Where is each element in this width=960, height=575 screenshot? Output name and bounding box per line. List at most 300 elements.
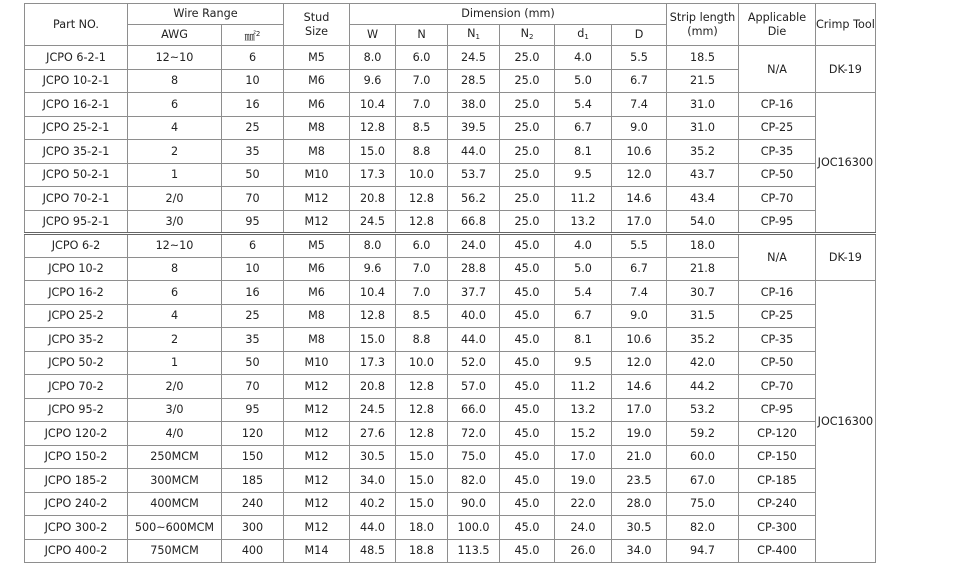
crimp-tool-cell: JOC16300: [816, 281, 876, 563]
stud-size-cell: M6: [284, 257, 350, 281]
part-no-header: Part NO.: [25, 4, 128, 46]
part-no-cell: JCPO 10-2: [25, 257, 128, 281]
awg-cell: 6: [128, 93, 222, 117]
stud-size-cell: M12: [284, 516, 350, 540]
strip-length-cell: 67.0: [667, 469, 739, 493]
n-cell: 7.0: [396, 93, 448, 117]
strip-length-cell: 43.7: [667, 163, 739, 187]
applicable-die-cell: CP-25: [739, 304, 816, 328]
applicable-die-na-cell: N/A: [739, 46, 816, 93]
crimp-tool-header: Crimp Tool: [816, 4, 876, 46]
stud-size-cell: M5: [284, 46, 350, 70]
table-row: [25, 46, 876, 70]
strip-length-header: Strip length (mm): [667, 4, 739, 46]
table-row: [25, 539, 876, 563]
d1-cell: 9.5: [555, 351, 612, 375]
awg-cell: 3/0: [128, 210, 222, 234]
mm2-cell: 35: [222, 328, 284, 352]
mm2-superscript: 2: [255, 29, 261, 38]
part-no-cell: JCPO 50-2-1: [25, 163, 128, 187]
n2-cell: 45.0: [500, 328, 555, 352]
awg-cell: 2/0: [128, 375, 222, 399]
n2-cell: 45.0: [500, 281, 555, 305]
d-cell: 6.7: [612, 257, 667, 281]
spec-table: [24, 3, 876, 563]
stud-size-cell: M8: [284, 328, 350, 352]
part-no-cell: JCPO 35-2-1: [25, 140, 128, 164]
n2-cell: 45.0: [500, 445, 555, 469]
d1-cell: 15.2: [555, 422, 612, 446]
n2-cell: 45.0: [500, 304, 555, 328]
table-row: [25, 116, 876, 140]
n1-cell: 37.7: [448, 281, 500, 305]
strip-length-cell: 42.0: [667, 351, 739, 375]
d1-cell: 9.5: [555, 163, 612, 187]
applicable-die-cell: CP-70: [739, 187, 816, 211]
table-row: [25, 328, 876, 352]
d1-cell: 6.7: [555, 116, 612, 140]
n2-cell: 25.0: [500, 210, 555, 234]
mm2-cell: 400: [222, 539, 284, 563]
n1-cell: 24.0: [448, 234, 500, 258]
n1-cell: 44.0: [448, 328, 500, 352]
n1-cell: 56.2: [448, 187, 500, 211]
table-row: [25, 281, 876, 305]
table-row: [25, 304, 876, 328]
strip-length-cell: 94.7: [667, 539, 739, 563]
stud-size-cell: M12: [284, 422, 350, 446]
mm2-cell: 35: [222, 140, 284, 164]
n-cell: 6.0: [396, 46, 448, 70]
w-cell: 20.8: [350, 187, 396, 211]
dimension-header: Dimension (mm): [350, 4, 667, 25]
d1-cell: 5.0: [555, 257, 612, 281]
w-cell: 9.6: [350, 257, 396, 281]
awg-cell: 300MCM: [128, 469, 222, 493]
w-cell: 17.3: [350, 163, 396, 187]
stud-size-cell: M12: [284, 187, 350, 211]
mm2-header: ㎟$^2$: [222, 25, 284, 46]
d-cell: 10.6: [612, 140, 667, 164]
n1-cell: 28.8: [448, 257, 500, 281]
mm2-cell: 16: [222, 281, 284, 305]
table-row: [25, 445, 876, 469]
part-no-cell: JCPO 150-2: [25, 445, 128, 469]
mm2-cell: 10: [222, 69, 284, 93]
applicable-die-cell: CP-95: [739, 398, 816, 422]
d-cell: 7.4: [612, 281, 667, 305]
n2-cell: 25.0: [500, 140, 555, 164]
n-cell: 10.0: [396, 163, 448, 187]
mm2-cell: 95: [222, 210, 284, 234]
n1-cell: 113.5: [448, 539, 500, 563]
awg-cell: 12~10: [128, 234, 222, 258]
d-header: D: [612, 25, 667, 46]
awg-cell: 4: [128, 116, 222, 140]
part-no-cell: JCPO 16-2: [25, 281, 128, 305]
d-cell: 21.0: [612, 445, 667, 469]
part-no-cell: JCPO 16-2-1: [25, 93, 128, 117]
stud-size-cell: M12: [284, 210, 350, 234]
d-cell: 19.0: [612, 422, 667, 446]
w-cell: 40.2: [350, 492, 396, 516]
d1-cell: 4.0: [555, 46, 612, 70]
applicable-die-na-cell: N/A: [739, 234, 816, 281]
awg-cell: 8: [128, 257, 222, 281]
part-no-cell: JCPO 185-2: [25, 469, 128, 493]
d1-cell: 13.2: [555, 210, 612, 234]
mm2-cell: 10: [222, 257, 284, 281]
n2-cell: 25.0: [500, 116, 555, 140]
d-cell: 34.0: [612, 539, 667, 563]
strip-length-cell: 31.5: [667, 304, 739, 328]
applicable-die-cell: CP-240: [739, 492, 816, 516]
table-row: [25, 516, 876, 540]
strip-length-cell: 31.0: [667, 93, 739, 117]
n-cell: 15.0: [396, 492, 448, 516]
applicable-die-cell: CP-35: [739, 328, 816, 352]
part-no-cell: JCPO 70-2: [25, 375, 128, 399]
n2-cell: 45.0: [500, 422, 555, 446]
w-cell: 8.0: [350, 46, 396, 70]
n-cell: 12.8: [396, 375, 448, 399]
n-cell: 6.0: [396, 234, 448, 258]
w-cell: 15.0: [350, 140, 396, 164]
n-cell: 12.8: [396, 398, 448, 422]
d-cell: 30.5: [612, 516, 667, 540]
strip-length-cell: 59.2: [667, 422, 739, 446]
n-cell: 8.5: [396, 304, 448, 328]
applicable-die-cell: CP-150: [739, 445, 816, 469]
n-cell: 12.8: [396, 187, 448, 211]
n2-header: $N_2$: [500, 25, 555, 46]
mm2-cell: 120: [222, 422, 284, 446]
w-header: W: [350, 25, 396, 46]
w-cell: 24.5: [350, 210, 396, 234]
strip-length-cell: 18.5: [667, 46, 739, 70]
w-cell: 10.4: [350, 93, 396, 117]
d-cell: 17.0: [612, 210, 667, 234]
part-no-cell: JCPO 25-2-1: [25, 116, 128, 140]
applicable-die-cell: CP-35: [739, 140, 816, 164]
stud-size-cell: M6: [284, 69, 350, 93]
n-cell: 7.0: [396, 69, 448, 93]
stud-size-cell: M10: [284, 163, 350, 187]
w-cell: 12.8: [350, 116, 396, 140]
d-cell: 9.0: [612, 116, 667, 140]
table-row: [25, 210, 876, 234]
w-cell: 8.0: [350, 234, 396, 258]
strip-length-cell: 75.0: [667, 492, 739, 516]
n2-cell: 25.0: [500, 187, 555, 211]
n1-cell: 38.0: [448, 93, 500, 117]
n-cell: 7.0: [396, 281, 448, 305]
n1-cell: 66.8: [448, 210, 500, 234]
table-row: [25, 93, 876, 117]
n2-cell: 45.0: [500, 375, 555, 399]
applicable-die-cell: CP-16: [739, 281, 816, 305]
d1-cell: 5.0: [555, 69, 612, 93]
part-no-cell: JCPO 6-2: [25, 234, 128, 258]
n-cell: 18.8: [396, 539, 448, 563]
part-no-cell: JCPO 35-2: [25, 328, 128, 352]
stud-size-cell: M14: [284, 539, 350, 563]
part-no-cell: JCPO 50-2: [25, 351, 128, 375]
stud-size-cell: M6: [284, 93, 350, 117]
n-cell: 15.0: [396, 445, 448, 469]
applicable-die-header: Applicable Die: [739, 4, 816, 46]
d-cell: 12.0: [612, 351, 667, 375]
applicable-die-cell: CP-300: [739, 516, 816, 540]
n1-cell: 82.0: [448, 469, 500, 493]
n2-cell: 45.0: [500, 492, 555, 516]
w-cell: 9.6: [350, 69, 396, 93]
mm2-cell: 50: [222, 163, 284, 187]
applicable-die-cell: CP-50: [739, 163, 816, 187]
mm2-cell: 25: [222, 304, 284, 328]
table-row: [25, 234, 876, 258]
n2-cell: 25.0: [500, 93, 555, 117]
part-no-cell: JCPO 95-2: [25, 398, 128, 422]
applicable-die-cell: CP-120: [739, 422, 816, 446]
table-row: [25, 187, 876, 211]
part-no-cell: JCPO 300-2: [25, 516, 128, 540]
d1-cell: 5.4: [555, 281, 612, 305]
part-no-cell: JCPO 95-2-1: [25, 210, 128, 234]
d1-cell: 8.1: [555, 140, 612, 164]
table-row: [25, 492, 876, 516]
d-cell: 28.0: [612, 492, 667, 516]
d1-cell: 19.0: [555, 469, 612, 493]
n2-cell: 25.0: [500, 163, 555, 187]
mm2-cell: 50: [222, 351, 284, 375]
mm2-cell: 240: [222, 492, 284, 516]
awg-cell: 250MCM: [128, 445, 222, 469]
applicable-die-cell: CP-95: [739, 210, 816, 234]
n1-cell: 57.0: [448, 375, 500, 399]
n1-header: $N_1$: [448, 25, 500, 46]
stud-size-cell: M8: [284, 116, 350, 140]
n-cell: 10.0: [396, 351, 448, 375]
w-cell: 17.3: [350, 351, 396, 375]
n-cell: 12.8: [396, 210, 448, 234]
mm2-cell: 70: [222, 187, 284, 211]
applicable-die-cell: CP-70: [739, 375, 816, 399]
d-cell: 5.5: [612, 46, 667, 70]
d1-cell: 13.2: [555, 398, 612, 422]
strip-length-cell: 18.0: [667, 234, 739, 258]
awg-cell: 4: [128, 304, 222, 328]
mm2-cell: 95: [222, 398, 284, 422]
applicable-die-cell: CP-185: [739, 469, 816, 493]
n-header: N: [396, 25, 448, 46]
w-cell: 24.5: [350, 398, 396, 422]
strip-length-cell: 31.0: [667, 116, 739, 140]
n-cell: 7.0: [396, 257, 448, 281]
n2-cell: 45.0: [500, 398, 555, 422]
stud-size-cell: M12: [284, 492, 350, 516]
n2-cell: 25.0: [500, 69, 555, 93]
d-cell: 17.0: [612, 398, 667, 422]
table-row: [25, 469, 876, 493]
d-cell: 14.6: [612, 187, 667, 211]
w-cell: 15.0: [350, 328, 396, 352]
n-cell: 8.8: [396, 140, 448, 164]
applicable-die-cell: CP-16: [739, 93, 816, 117]
awg-cell: 500~600MCM: [128, 516, 222, 540]
n1-cell: 52.0: [448, 351, 500, 375]
d1-cell: 17.0: [555, 445, 612, 469]
w-cell: 34.0: [350, 469, 396, 493]
awg-cell: 750MCM: [128, 539, 222, 563]
awg-cell: 2: [128, 328, 222, 352]
n-cell: 15.0: [396, 469, 448, 493]
awg-cell: 2: [128, 140, 222, 164]
n-cell: 8.8: [396, 328, 448, 352]
d-cell: 6.7: [612, 69, 667, 93]
n1-cell: 28.5: [448, 69, 500, 93]
awg-cell: 12~10: [128, 46, 222, 70]
stud-size-cell: M10: [284, 351, 350, 375]
table-row: [25, 422, 876, 446]
part-no-cell: JCPO 70-2-1: [25, 187, 128, 211]
d-cell: 9.0: [612, 304, 667, 328]
mm2-cell: 70: [222, 375, 284, 399]
d1-cell: 22.0: [555, 492, 612, 516]
mm2-cell: 6: [222, 46, 284, 70]
strip-length-cell: 35.2: [667, 140, 739, 164]
wire-range-header: Wire Range: [128, 4, 284, 25]
mm2-cell: 185: [222, 469, 284, 493]
d-cell: 10.6: [612, 328, 667, 352]
w-cell: 10.4: [350, 281, 396, 305]
stud-size-cell: M6: [284, 281, 350, 305]
n1-cell: 100.0: [448, 516, 500, 540]
crimp-tool-cell: JOC16300: [816, 93, 876, 234]
strip-length-cell: 44.2: [667, 375, 739, 399]
strip-length-cell: 43.4: [667, 187, 739, 211]
strip-length-cell: 82.0: [667, 516, 739, 540]
n1-cell: 90.0: [448, 492, 500, 516]
n1-cell: 39.5: [448, 116, 500, 140]
w-cell: 12.8: [350, 304, 396, 328]
n1-cell: 24.5: [448, 46, 500, 70]
strip-length-cell: 53.2: [667, 398, 739, 422]
awg-cell: 3/0: [128, 398, 222, 422]
d1-cell: 4.0: [555, 234, 612, 258]
n1-cell: 53.7: [448, 163, 500, 187]
d-cell: 5.5: [612, 234, 667, 258]
awg-cell: 1: [128, 163, 222, 187]
w-cell: 44.0: [350, 516, 396, 540]
awg-cell: 4/0: [128, 422, 222, 446]
strip-length-cell: 35.2: [667, 328, 739, 352]
awg-cell: 400MCM: [128, 492, 222, 516]
d1-cell: 11.2: [555, 375, 612, 399]
awg-cell: 1: [128, 351, 222, 375]
table-row: [25, 375, 876, 399]
stud-size-cell: M8: [284, 304, 350, 328]
stud-size-cell: M8: [284, 140, 350, 164]
n2-cell: 45.0: [500, 539, 555, 563]
n2-cell: 45.0: [500, 351, 555, 375]
n1-cell: 75.0: [448, 445, 500, 469]
awg-cell: 8: [128, 69, 222, 93]
n2-cell: 45.0: [500, 469, 555, 493]
stud-size-cell: M12: [284, 445, 350, 469]
n2-cell: 45.0: [500, 516, 555, 540]
d1-cell: 26.0: [555, 539, 612, 563]
n1-cell: 40.0: [448, 304, 500, 328]
d-cell: 23.5: [612, 469, 667, 493]
d1-cell: 8.1: [555, 328, 612, 352]
d1-cell: 11.2: [555, 187, 612, 211]
strip-length-cell: 21.8: [667, 257, 739, 281]
n1-cell: 72.0: [448, 422, 500, 446]
part-no-cell: JCPO 10-2-1: [25, 69, 128, 93]
header-row-1: [25, 4, 876, 25]
table-row: [25, 351, 876, 375]
table-row: [25, 398, 876, 422]
awg-header: AWG: [128, 25, 222, 46]
d-cell: 14.6: [612, 375, 667, 399]
mm2-cell: 6: [222, 234, 284, 258]
d1-header: $d_1$: [555, 25, 612, 46]
table-row: [25, 140, 876, 164]
strip-length-cell: 54.0: [667, 210, 739, 234]
n-cell: 18.0: [396, 516, 448, 540]
part-no-cell: JCPO 400-2: [25, 539, 128, 563]
d1-cell: 24.0: [555, 516, 612, 540]
d1-cell: 6.7: [555, 304, 612, 328]
strip-length-cell: 30.7: [667, 281, 739, 305]
n2-cell: 45.0: [500, 257, 555, 281]
w-cell: 48.5: [350, 539, 396, 563]
awg-cell: 2/0: [128, 187, 222, 211]
n1-cell: 44.0: [448, 140, 500, 164]
d-cell: 12.0: [612, 163, 667, 187]
d-cell: 7.4: [612, 93, 667, 117]
awg-cell: 6: [128, 281, 222, 305]
strip-length-cell: 60.0: [667, 445, 739, 469]
applicable-die-cell: CP-50: [739, 351, 816, 375]
stud-size-cell: M12: [284, 398, 350, 422]
crimp-tool-cell: DK-19: [816, 234, 876, 281]
mm2-cell: 300: [222, 516, 284, 540]
mm2-cell: 16: [222, 93, 284, 117]
n-cell: 8.5: [396, 116, 448, 140]
applicable-die-cell: CP-25: [739, 116, 816, 140]
w-cell: 20.8: [350, 375, 396, 399]
n-cell: 12.8: [396, 422, 448, 446]
stud-size-header: Stud Size: [284, 4, 350, 46]
part-no-cell: JCPO 25-2: [25, 304, 128, 328]
part-no-cell: JCPO 240-2: [25, 492, 128, 516]
w-cell: 27.6: [350, 422, 396, 446]
part-no-cell: JCPO 120-2: [25, 422, 128, 446]
table-row: [25, 163, 876, 187]
strip-length-cell: 21.5: [667, 69, 739, 93]
stud-size-cell: M12: [284, 469, 350, 493]
crimp-tool-cell: DK-19: [816, 46, 876, 93]
mm2-cell: 25: [222, 116, 284, 140]
w-cell: 30.5: [350, 445, 396, 469]
mm2-cell: 150: [222, 445, 284, 469]
stud-size-cell: M5: [284, 234, 350, 258]
applicable-die-cell: CP-400: [739, 539, 816, 563]
part-no-cell: JCPO 6-2-1: [25, 46, 128, 70]
n2-cell: 25.0: [500, 46, 555, 70]
